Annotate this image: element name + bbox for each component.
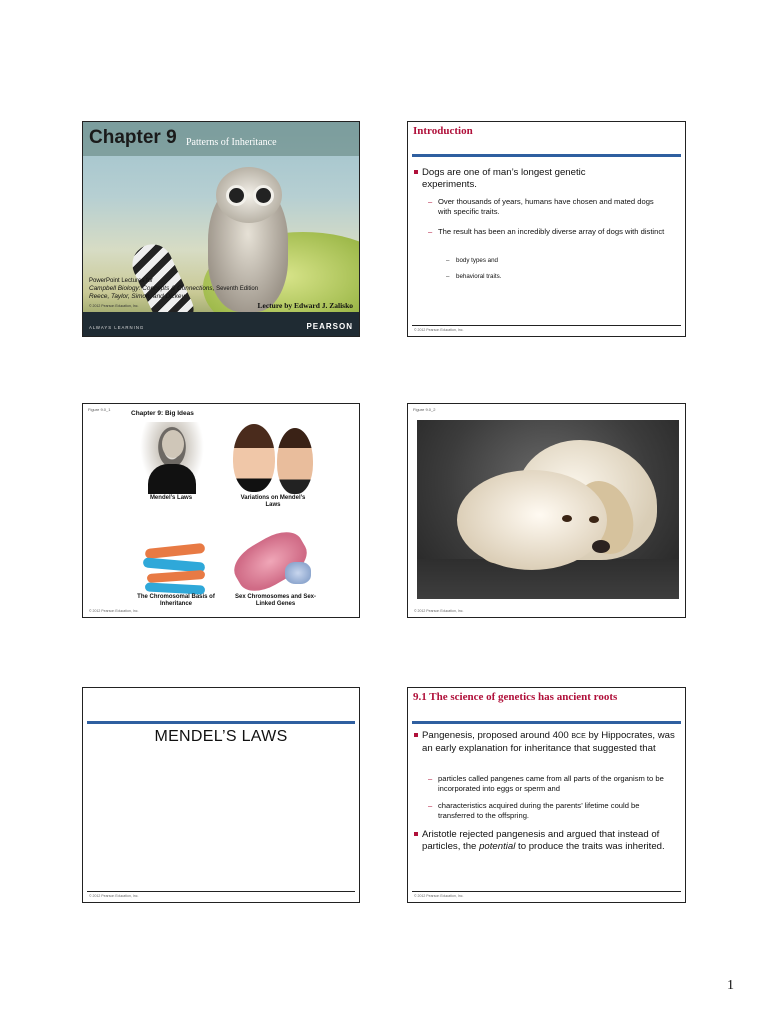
sub-bullet: – particles called pangenes came from all parts of the organism to be incorporated into eggs or sperm and xyxy=(428,774,664,793)
footer-rule xyxy=(412,891,681,892)
caption: Mendel’s Laws xyxy=(149,495,193,501)
copyright: © 2012 Pearson Education, Inc. xyxy=(414,894,464,898)
bullet-marker xyxy=(414,733,418,737)
caption: Variations on Mendel’s Laws xyxy=(240,495,306,508)
chromosome-image xyxy=(145,543,206,559)
page-number: 1 xyxy=(727,978,734,993)
sub-bullet: – Over thousands of years, humans have chosen and mated dogs with specific traits. xyxy=(428,197,654,216)
dog-photo xyxy=(417,420,679,599)
chapter-number: Chapter 9 xyxy=(89,127,177,148)
slide-title: 9.1 The science of genetics has ancient roots xyxy=(413,691,618,703)
slide-introduction xyxy=(407,121,686,337)
title-rule xyxy=(412,154,681,157)
section-heading: MENDEL’S LAWS xyxy=(154,728,288,745)
book-title: Campbell Biology: Concepts & Connections, xyxy=(89,285,215,292)
title-rule xyxy=(412,721,681,724)
copyright: © 2012 Pearson Education, Inc. xyxy=(414,609,464,613)
footer-rule xyxy=(412,325,681,326)
caption: Sex Chromosomes and Sex-Linked Genes xyxy=(234,594,317,607)
sub-sub-bullet: – body types and xyxy=(446,257,498,264)
publisher-logo: PEARSON xyxy=(306,322,353,331)
copyright: © 2012 Pearson Education, Inc. xyxy=(89,609,139,613)
slide-chapter-title xyxy=(82,121,360,337)
sub-bullet: – The result has been an incredibly diverse array of dogs with distinct xyxy=(428,227,665,236)
always-learning: ALWAYS LEARNING xyxy=(89,325,145,330)
copyright: © 2012 Pearson Education, Inc. xyxy=(414,328,464,332)
twins-photo xyxy=(233,424,313,494)
slide-big-ideas xyxy=(82,403,360,618)
slide-genetics-roots xyxy=(407,687,686,903)
lecturer: Lecture by Edward J. Zalisko xyxy=(257,301,353,310)
book-info xyxy=(89,278,258,301)
edition: Seventh Edition xyxy=(216,286,259,292)
slide-title: Introduction xyxy=(413,125,473,137)
figure-label: Figure 9.0_1 xyxy=(88,407,111,412)
sex-chromosome-image xyxy=(285,562,311,584)
chromosome-image xyxy=(145,582,205,594)
chapter-title: Patterns of Inheritance xyxy=(186,137,277,148)
lemur-eye-left xyxy=(226,185,247,206)
bullet: Pangenesis, proposed around 400 BCE by Hippocrates, was an early explanation for inheritance that suggested that xyxy=(422,730,684,754)
footer-rule xyxy=(87,891,355,892)
copyright: © 2012 Pearson Education, Inc. xyxy=(89,894,139,898)
lemur-eye-right xyxy=(253,185,274,206)
bullet: Aristotle rejected pangenesis and argued that instead of particles, the potential to produce the traits was inherited. xyxy=(422,829,684,852)
sub-bullet: – characteristics acquired during the parents’ lifetime could be transferred to the offspring. xyxy=(428,801,640,820)
sub-sub-bullet: – behavioral traits. xyxy=(446,273,502,280)
authors: Reece, Taylor, Simon, and Dickey xyxy=(89,293,185,300)
chromosome-image xyxy=(147,570,205,583)
title-rule xyxy=(87,721,355,724)
slide-title: Chapter 9: Big Ideas xyxy=(131,410,194,417)
slide-dog-photo xyxy=(407,403,686,618)
ppt-line: PowerPoint Lectures for xyxy=(89,278,154,284)
bullet: Dogs are one of man’s longest genetic experiments. xyxy=(422,167,622,190)
bullet-marker xyxy=(414,832,418,836)
lemur-head xyxy=(216,167,282,223)
figure-label: Figure 9.0_2 xyxy=(413,407,436,412)
slide-section-heading xyxy=(82,687,360,903)
copyright: © 2012 Pearson Education, Inc. xyxy=(89,304,139,308)
bullet-marker xyxy=(414,170,418,174)
mendel-portrait xyxy=(140,422,204,494)
caption: The Chromosomal Basis of Inheritance xyxy=(137,594,215,607)
